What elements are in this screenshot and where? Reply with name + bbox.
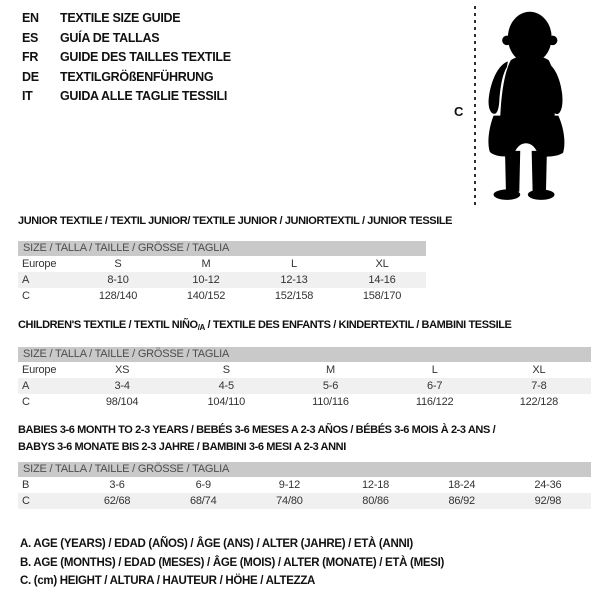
cell: 86/92 xyxy=(448,495,475,507)
lang-title: GUÍA DE TALLAS xyxy=(60,30,160,45)
junior-size-header-bar: SIZE / TALLA / TAILLE / GRÖSSE / TAGLIA xyxy=(18,241,426,256)
cell: XL xyxy=(532,364,546,376)
lang-code: DE xyxy=(22,69,39,84)
cell: 98/104 xyxy=(105,396,139,408)
cell: 3-6 xyxy=(109,479,125,491)
row-label: B xyxy=(22,479,30,491)
table-row-height xyxy=(18,288,426,304)
children-size-table xyxy=(18,362,591,410)
babies-section-title xyxy=(18,422,495,456)
cell: 3-4 xyxy=(114,380,130,392)
cell: 158/170 xyxy=(362,290,402,302)
cell: 18-24 xyxy=(448,479,476,491)
cell: XL xyxy=(375,258,389,270)
cell: 9-12 xyxy=(278,479,300,491)
cell: 68/74 xyxy=(189,495,217,507)
row-label: C xyxy=(22,495,30,507)
lang-code: EN xyxy=(22,11,39,25)
cell: S xyxy=(114,258,122,270)
babies-size-table xyxy=(18,477,591,509)
cell: 122/128 xyxy=(519,396,559,408)
row-label: A xyxy=(22,380,30,392)
cell: 7-8 xyxy=(531,380,547,392)
cell: S xyxy=(222,364,230,376)
height-measure-label: C xyxy=(454,104,464,119)
cell: 4-5 xyxy=(218,380,234,392)
cell: 14-16 xyxy=(368,274,396,286)
cell: 10-12 xyxy=(192,274,220,286)
babies-title-line2: BABYS 3-6 MONATE BIS 2-3 JAHRE / BAMBINI 3-6 MESI A 2-3 ANNI xyxy=(18,441,346,453)
children-title-main: CHILDREN'S TEXTILE / TEXTIL NIÑO xyxy=(18,319,198,331)
row-label: Europe xyxy=(22,258,57,270)
row-label: A xyxy=(22,274,30,286)
row-label: Europe xyxy=(22,364,57,376)
cell: 110/116 xyxy=(312,396,349,408)
lang-title: GUIDA ALLE TAGLIE TESSILI xyxy=(60,89,228,103)
children-title-subscript: /A xyxy=(197,323,205,332)
cell: 104/110 xyxy=(207,396,246,408)
cell: L xyxy=(431,364,438,376)
cell: 80/86 xyxy=(362,495,389,507)
cell: 128/140 xyxy=(98,290,138,302)
language-header xyxy=(22,9,231,107)
row-label: C xyxy=(22,396,30,408)
cell: 6-7 xyxy=(427,380,443,392)
cell: 92/98 xyxy=(534,495,562,507)
lang-code: FR xyxy=(22,50,39,64)
lang-row-de xyxy=(22,68,231,88)
lang-row-en xyxy=(22,9,231,29)
cell: 12-18 xyxy=(361,479,390,491)
table-row-months xyxy=(18,477,591,493)
cell: 5-6 xyxy=(322,380,339,392)
children-size-header-bar: SIZE / TALLA / TAILLE / GRÖSSE / TAGLIA xyxy=(18,347,591,362)
junior-section-title: JUNIOR TEXTILE / TEXTIL JUNIOR/ TEXTILE JUNIOR / JUNIORTEXTIL / JUNIOR TESSILE xyxy=(18,215,453,227)
cell: L xyxy=(291,258,297,270)
cell: 62/68 xyxy=(103,495,131,507)
cell: 116/122 xyxy=(415,396,454,408)
cell: M xyxy=(201,258,211,270)
cell: 24-36 xyxy=(534,479,562,491)
table-row-age xyxy=(18,272,426,288)
table-row-height xyxy=(18,493,591,509)
lang-title: TEXTILE SIZE GUIDE xyxy=(60,11,181,25)
footnote-age-years: A. AGE (YEARS) / EDAD (AÑOS) / ÂGE (ANS) / ALTER (JAHRE) / ETÀ (ANNI) xyxy=(20,538,413,550)
lang-row-it xyxy=(22,87,231,107)
babies-size-header-bar: SIZE / TALLA / TAILLE / GRÖSSE / TAGLIA xyxy=(18,462,591,477)
row-label: C xyxy=(22,290,30,302)
lang-title: TEXTILGRÖßENFÜHRUNG xyxy=(60,69,214,84)
lang-row-es xyxy=(22,29,231,49)
cell: 140/152 xyxy=(186,290,226,302)
cell: 74/80 xyxy=(276,495,303,507)
legend-footnotes xyxy=(20,535,444,591)
lang-title: GUIDE DES TAILLES TEXTILE xyxy=(60,50,231,64)
lang-code: ES xyxy=(22,30,39,45)
lang-code: IT xyxy=(22,89,33,103)
lang-row-fr xyxy=(22,48,231,68)
cell: 12-13 xyxy=(280,274,308,286)
cell: XS xyxy=(114,364,130,376)
footnote-height: C. (cm) HEIGHT / ALTURA / HAUTEUR / HÖHE / ALTEZZA xyxy=(20,575,316,587)
cell: M xyxy=(325,364,335,376)
table-row-europe xyxy=(18,256,426,272)
table-row-age xyxy=(18,378,591,394)
children-section-title xyxy=(18,319,512,332)
height-measure-dashed-line xyxy=(474,6,476,208)
babies-title-line1: BABIES 3-6 MONTH TO 2-3 YEARS / BEBÉS 3-6 MESES A 2-3 AÑOS / BÉBÉS 3-6 MOIS À 2-3 ANS / xyxy=(18,424,496,436)
table-row-europe xyxy=(18,362,591,378)
cell: 8-10 xyxy=(107,274,129,286)
cell: 152/158 xyxy=(274,290,314,302)
cell: 6-9 xyxy=(195,479,211,491)
junior-size-table xyxy=(18,256,426,304)
table-row-height xyxy=(18,394,591,410)
baby-silhouette-icon xyxy=(480,8,570,208)
footnote-age-months: B. AGE (MONTHS) / EDAD (MESES) / ÂGE (MOIS) / ALTER (MONATE) / ETÀ (MESI) xyxy=(20,556,445,569)
children-title-rest: / TEXTILE DES ENFANTS / KINDERTEXTIL / BAMBINI TESSILE xyxy=(204,319,512,331)
